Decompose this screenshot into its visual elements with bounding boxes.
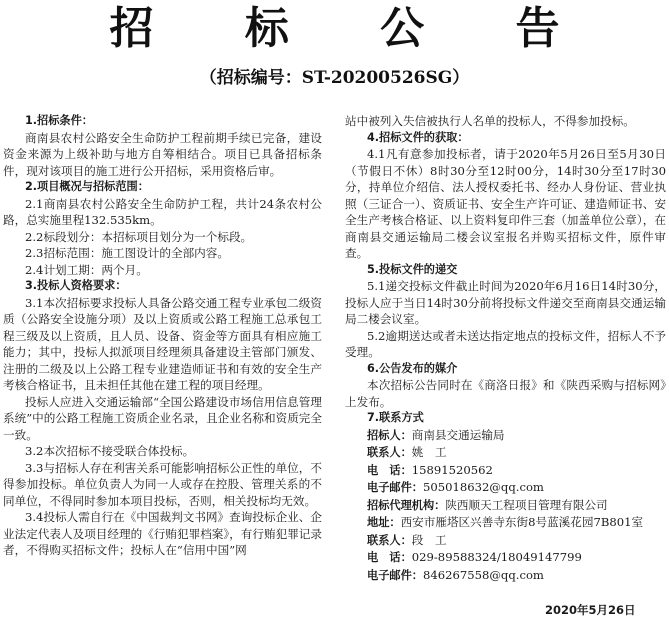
contact-email-2 bbox=[345, 567, 666, 585]
section-2-1: 2.1商南县农村公路安全生命防护工程，共计24条农村公路，总实施里程132.535km。 bbox=[3, 196, 322, 227]
contact-person-2 bbox=[345, 532, 666, 550]
notice-title: 招 标 公 告 bbox=[109, 3, 598, 54]
contact-value: 陕西顺天工程项目管理有限公司 bbox=[445, 497, 608, 512]
section-3-3: 3.3与招标人存在利害关系可能影响招标公正性的单位，不得参加投标。单位负责人为同一人或存在控股、管理关系的不同单位，不得同时参加本项目投标，否则，相关投标均无效。 bbox=[3, 460, 322, 508]
contact-label: 电 话： bbox=[367, 551, 412, 564]
contact-value: 505018632@qq.com bbox=[422, 480, 544, 494]
section-4-heading: 4.招标文件的获取： bbox=[367, 130, 469, 144]
contact-label: 招标代理机构： bbox=[367, 498, 446, 512]
contact-email-1 bbox=[345, 479, 666, 497]
contact-label: 联系人： bbox=[367, 533, 412, 547]
right-column bbox=[345, 113, 666, 584]
tender-number: （招标编号：ST-20200526SG） bbox=[199, 68, 470, 88]
contact-value: 商南县交通运输局 bbox=[411, 427, 505, 442]
contact-value: 029-89588324/18049147799 bbox=[411, 550, 582, 564]
section-5-2: 5.2逾期送达或者未送达指定地点的投标文件，招标人不予受理。 bbox=[345, 328, 666, 359]
section-1-heading: 1.招标条件： bbox=[25, 114, 93, 127]
section-2-3: 2.3招标范围：施工图设计的全部内容。 bbox=[25, 246, 229, 260]
notice-date: 2020年5月26日 bbox=[545, 603, 636, 617]
section-3-1-cont: 投标人应进入交通运输部“全国公路建设市场信用信息管理系统”中的公路工程施工资质企业名录，且企业名称和资质完全一致。 bbox=[3, 394, 322, 442]
section-3-2: 3.2本次招标不接受联合体投标。 bbox=[25, 444, 195, 458]
section-1-text: 商南县农村公路安全生命防护工程前期手续已完备，建设资金来源为上级补助与地方自筹相结合。项目已具备招标条件，现对该项目的施工进行公开招标，采用资格后审。 bbox=[3, 130, 322, 178]
contact-label: 电子邮件： bbox=[367, 568, 423, 582]
contact-label: 地址： bbox=[367, 516, 401, 529]
contact-tenderer bbox=[345, 427, 666, 445]
contact-address bbox=[345, 514, 666, 532]
section-2-2: 2.2标段划分：本招标项目划分为一个标段。 bbox=[25, 229, 253, 244]
contact-value: 段 工 bbox=[411, 532, 447, 547]
contact-phone-2 bbox=[345, 549, 666, 567]
section-3-4: 3.4投标人需自行在《中国裁判文书网》查询投标企业、企业法定代表人及项目经理的《行贿犯罪档案》，有行贿犯罪记录者，不得购买招标文件；投标人在“信用中国”网 bbox=[3, 510, 322, 557]
contact-phone-1 bbox=[345, 462, 666, 480]
contact-person-1 bbox=[345, 444, 666, 462]
section-5-1: 5.1递交投标文件截止时间为2020年6月16日14时30分，投标人应于当日14时30分前将投标文件递交至商南县交通运输局二楼会议室。 bbox=[345, 279, 666, 326]
section-6-1: 本次招标公告同时在《商洛日报》和《陕西采购与招标网》上发布。 bbox=[345, 378, 666, 409]
contact-label: 电子邮件： bbox=[367, 481, 423, 494]
left-column bbox=[3, 113, 322, 559]
section-2-heading: 2.项目概况与招标范围： bbox=[25, 180, 149, 193]
contact-value: 姚 工 bbox=[411, 445, 447, 459]
contact-label: 招标人： bbox=[367, 428, 412, 442]
section-3-4-cont: 站中被列入失信被执行人名单的投标人，不得参加投标。 bbox=[345, 114, 635, 128]
contact-label: 联系人： bbox=[367, 446, 412, 459]
contact-agency bbox=[345, 497, 666, 515]
section-5-heading: 5.投标文件的递交 bbox=[367, 262, 458, 276]
section-3-1: 3.1本次招标要求投标人具备公路交通工程专业承包二级资质（公路安全设施分项）及以上资质或公路工程施工总承包工程三级及以上资质，且人员、设备、资金等方面具有相应施工能力；其中，投标人拟派项目经理须具备建设主管部门颁发、注册的二级及以上公路工程专业建造师证书和有效的安全生产考核合格证书，且未担任其他在建工程的项目经理。 bbox=[3, 295, 322, 392]
contact-value: 15891520562 bbox=[411, 462, 493, 477]
contact-label: 电 话： bbox=[367, 463, 412, 477]
section-2-4: 2.4计划工期：两个月。 bbox=[25, 262, 148, 277]
section-6-heading: 6.公告发布的媒介 bbox=[367, 361, 458, 375]
contact-value: 846267558@qq.com bbox=[422, 567, 544, 582]
section-7-heading: 7.联系方式 bbox=[367, 411, 424, 424]
section-3-heading: 3.投标人资格要求： bbox=[25, 279, 127, 292]
contact-value: 西安市雁塔区兴善寺东街8号蓝溪花园7B801室 bbox=[400, 515, 644, 529]
section-4-1: 4.1凡有意参加投标者，请于2020年5月26日至5月30日（节假日不休）8时30分至12时00分，14时30分至17时30分，持单位介绍信、法人授权委托书、经办人身份证、营业执照（三证合一）、资质证书、安全生产许可证、建造师证书、安全生产考核合格证、以上资料复印件三套（加盖单位公章），在商南县交通运输局二楼会议室报名并购买招标文件，原件审查。 bbox=[345, 147, 666, 260]
